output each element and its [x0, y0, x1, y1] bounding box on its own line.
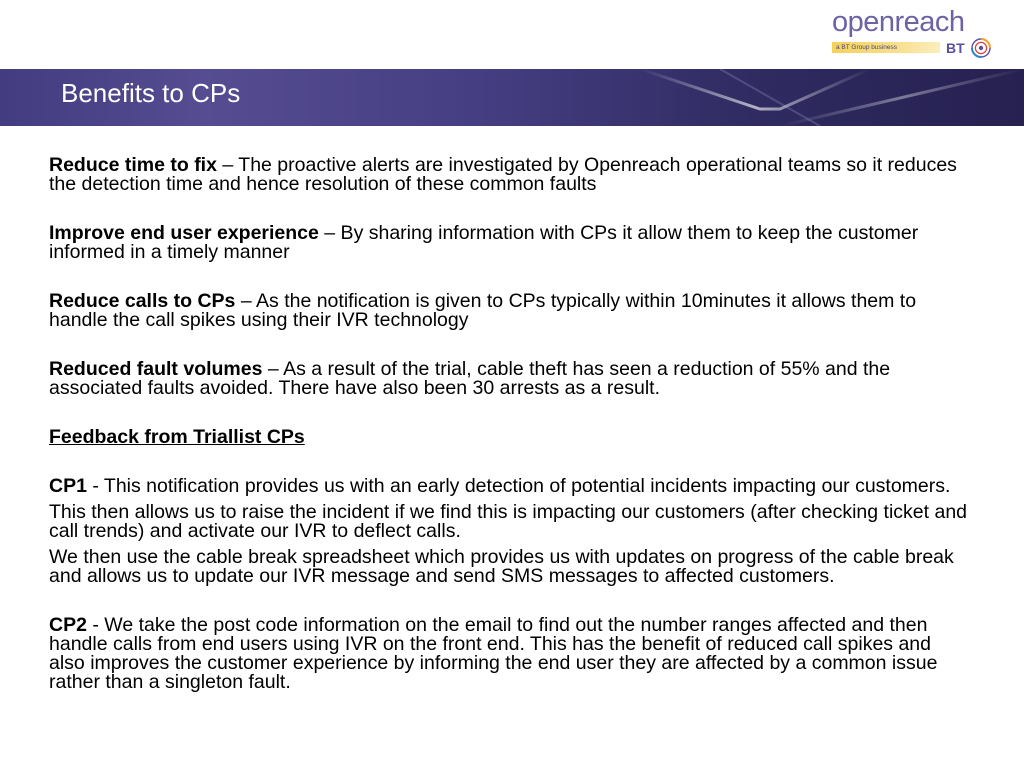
feedback-heading-text: Feedback from Triallist CPs — [49, 426, 305, 448]
benefit-text: – As a result of the trial, cable theft has seen a reduction of 55% and the associated faults avoided. There have also been 30 arrests as a result. — [49, 358, 891, 399]
feedback-heading — [49, 428, 969, 447]
page-title: Benefits to CPs — [61, 78, 241, 108]
bt-logo — [945, 37, 993, 59]
benefit-text: – As the notification is given to CPs typically within 10minutes it allows them to handle the call spikes using their IVR technology — [49, 290, 917, 331]
cp1-label: CP1 — [49, 475, 87, 497]
cp1-feedback — [49, 477, 969, 496]
cp1-feedback-continued — [49, 503, 969, 541]
bt-logo-text: BT — [946, 40, 965, 56]
benefit-item — [49, 292, 969, 330]
cp1-text: This then allows us to raise the incident if we find this is impacting our customers (after checking ticket and call trends) and activate our IVR to deflect calls. — [49, 501, 968, 542]
benefit-heading: Improve end user experience — [49, 222, 319, 244]
cp2-feedback — [49, 616, 969, 692]
benefit-item — [49, 360, 969, 398]
cp2-text: - We take the post code information on the email to find out the number ranges affected and then handle calls from end users using IVR on the front end. This has the benefit of reduced call spikes and also improves the customer experience by informing the end user they are affected by a common issue rather than a singleton fault. — [49, 614, 938, 693]
cp1-text: - This notification provides us with an early detection of potential incidents impacting our customers. — [92, 475, 951, 497]
cp1-feedback-continued — [49, 548, 969, 586]
benefit-item — [49, 224, 969, 262]
benefit-item — [49, 156, 969, 194]
benefit-heading: Reduce calls to CPs — [49, 290, 236, 312]
header-logo-area — [0, 0, 1024, 69]
cp1-text: We then use the cable break spreadsheet which provides us with updates on progress of the cable break and allows us to update our IVR message and send SMS messages to affected customers. — [49, 546, 954, 587]
logo-tagline: a BT Group business — [836, 44, 897, 51]
benefit-text: – By sharing information with CPs it allow them to keep the customer informed in a timely manner — [49, 222, 919, 263]
cp2-label: CP2 — [49, 614, 87, 636]
benefit-heading: Reduced fault volumes — [49, 358, 263, 380]
openreach-logo: openreach — [832, 6, 965, 38]
bt-globe-icon — [972, 39, 990, 57]
benefit-heading: Reduce time to fix — [49, 154, 217, 176]
benefit-text: – The proactive alerts are investigated by Openreach operational teams so it reduces the detection time and hence resolution of these common faults — [49, 154, 957, 195]
slide-content — [49, 156, 969, 722]
